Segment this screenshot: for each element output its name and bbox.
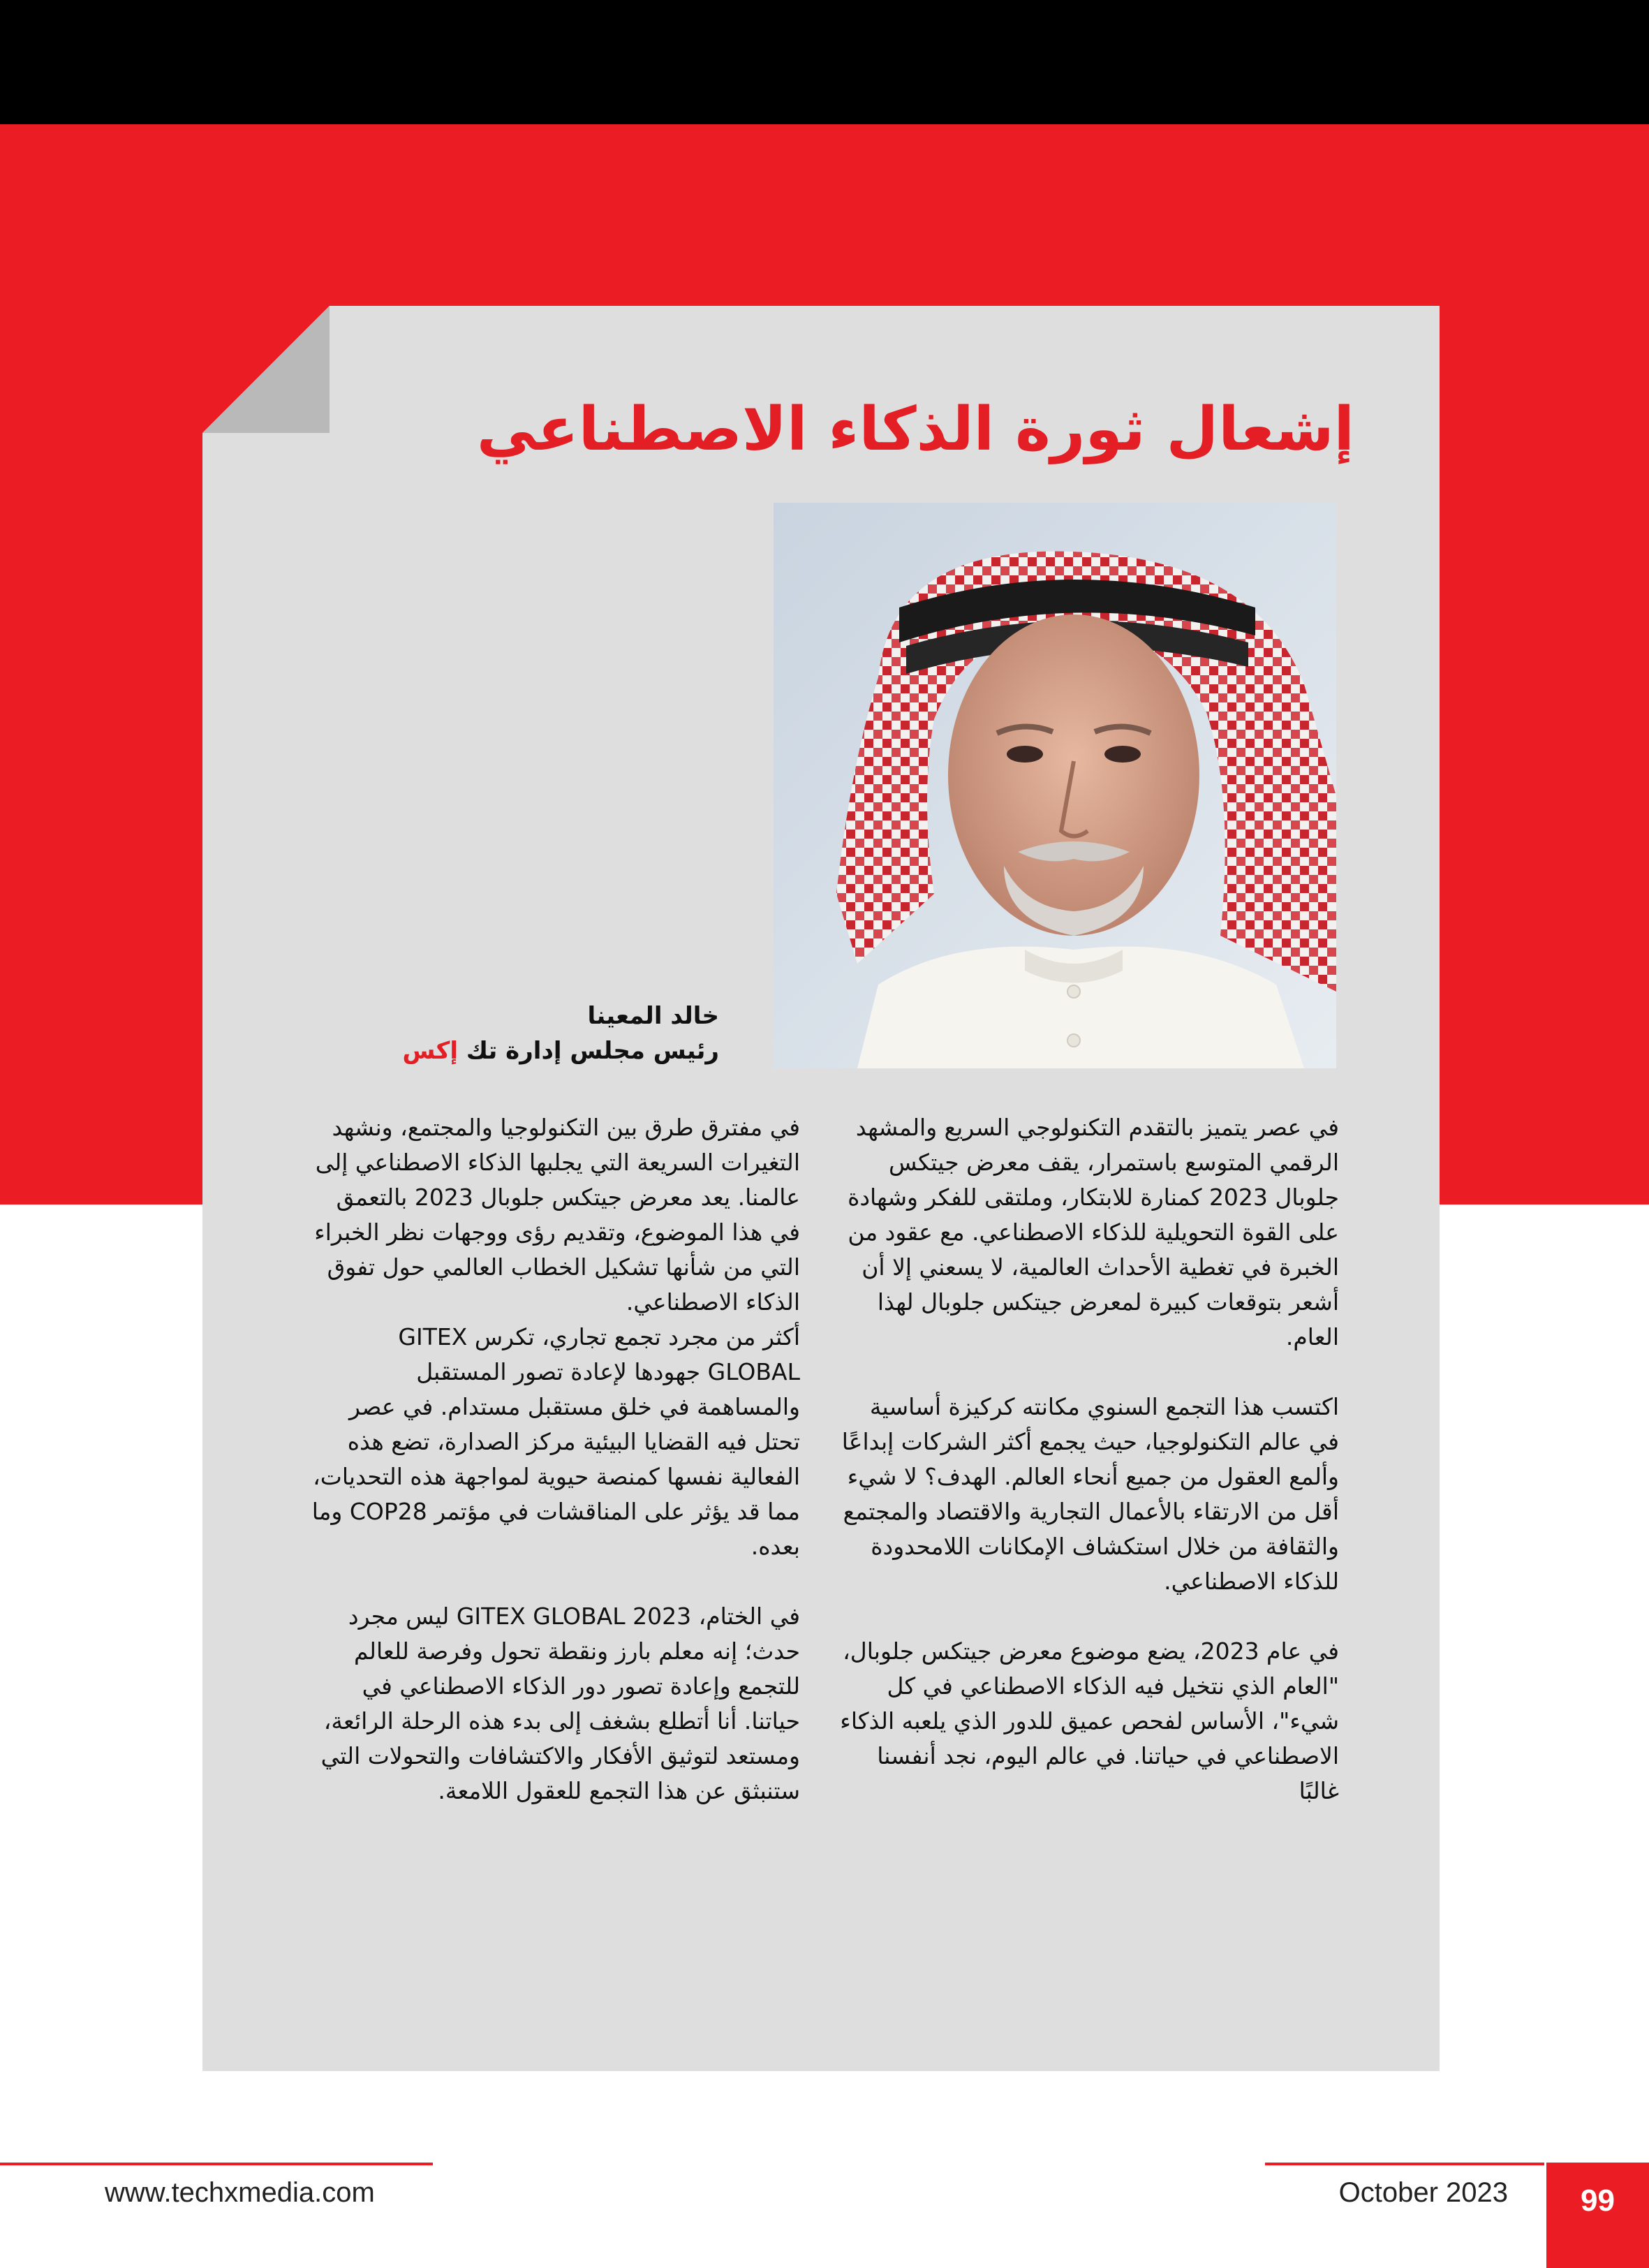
page-curl-corner xyxy=(202,306,330,433)
caption-role-prefix: رئيس مجلس إدارة xyxy=(505,1037,719,1065)
article-headline: إشعال ثورة الذكاء الاصطناعي xyxy=(476,395,1354,464)
caption-brand-black: تك xyxy=(466,1037,498,1065)
paragraph: اكتسب هذا التجمع السنوي مكانته كركيزة أساسية في عالم التكنولوجيا، حيث يجمع أكثر الشركات إبداعًا وألمع العقول من جميع أنحاء العالم. الهدف؟ لا شيء أقل من الارتقاء بالأعمال التجارية والاقتصاد والمجتمع والثقافة من خلال استكشاف الإمكانات اللامحدودة للذكاء الاصطناعي. xyxy=(841,1393,1339,1595)
footer-rule-left xyxy=(0,2163,433,2165)
paragraph: في مفترق طرق بين التكنولوجيا والمجتمع، ونشهد التغيرات السريعة التي يجلبها الذكاء الاصطناعي إلى عالمنا. يعد معرض جيتكس جلوبال 2023 بالتعمق في هذا الموضوع، وتقديم رؤى ووجهات نظر الخبراء التي من شأنها تشكيل الخطاب العالمي حول تفوق الذكاء الاصطناعي. xyxy=(314,1114,800,1316)
portrait-caption xyxy=(321,999,719,1068)
paragraph: في عصر يتميز بالتقدم التكنولوجي السريع والمشهد الرقمي المتوسع باستمرار، يقف معرض جيتكس جلوبال 2023 كمنارة للابتكار، وملتقى للفكر وشهادة على القوة التحويلية للذكاء الاصطناعي. مع عقود من الخبرة في تغطية الأحداث العالمية، لا يسعني إلا أن أشعر بتوقعات كبيرة لمعرض جيتكس جلوبال لهذا العام. xyxy=(848,1114,1339,1350)
portrait-photo xyxy=(774,503,1336,1068)
paragraph: في الختام، GITEX GLOBAL 2023 ليس مجرد حدث؛ إنه معلم بارز ونقطة تحول وفرصة للعالم للتجمع وإعادة تصور دور الذكاء الاصطناعي في حياتنا. أنا أتطلع بشغف إلى بدء هذه الرحلة الرائعة، ومستعد لتوثيق الأفكار والاكتشافات والتحولات التي ستنبثق عن هذا التجمع للعقول اللامعة. xyxy=(320,1603,800,1804)
article-column-left xyxy=(311,1110,800,1843)
caption-role xyxy=(321,1033,719,1068)
page-number-badge xyxy=(1546,2163,1649,2268)
footer-issue-date: October 2023 xyxy=(1338,2177,1508,2208)
top-black-band xyxy=(0,0,1649,124)
page-number: 99 xyxy=(1581,2184,1615,2218)
caption-brand-red: إكس xyxy=(402,1037,459,1065)
caption-name: خالد المعينا xyxy=(587,1002,719,1030)
footer-rule-right xyxy=(1265,2163,1544,2165)
paragraph: أكثر من مجرد تجمع تجاري، تكرس GITEX GLOBAL جهودها لإعادة تصور المستقبل والمساهمة في خلق مستقبل مستدام. في عصر تحتل فيه القضايا البيئية مركز الصدارة، تضع هذه الفعالية نفسها كمنصة حيوية لمواجهة هذه التحديات، مما قد يؤثر على المناقشات في مؤتمر COP28 وما بعده. xyxy=(311,1323,800,1560)
footer-website-link[interactable]: www.techxmedia.com xyxy=(105,2177,375,2208)
paragraph: في عام 2023، يضع موضوع معرض جيتكس جلوبال، "العام الذي نتخيل فيه الذكاء الاصطناعي في كل شيء"، الأساس لفحص عميق للدور الذي يلعبه الذكاء الاصطناعي في حياتنا. في عالم اليوم، نجد أنفسنا غالبًا xyxy=(840,1637,1339,1804)
article-column-right xyxy=(836,1110,1339,1843)
